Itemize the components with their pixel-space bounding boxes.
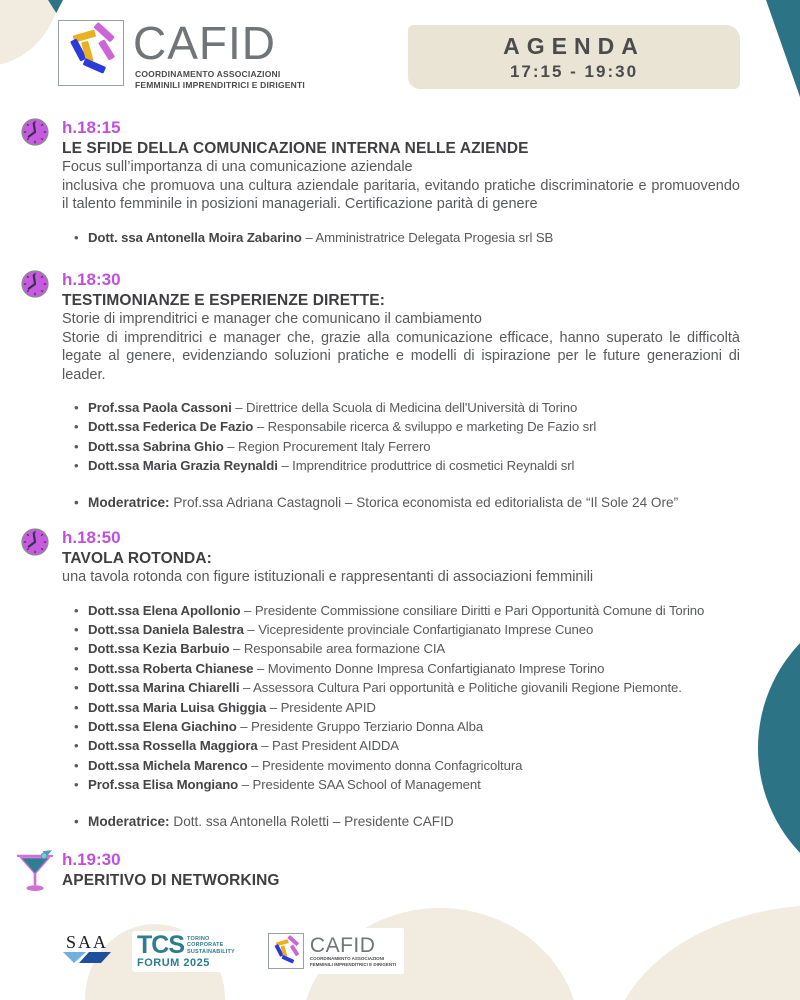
section-time: h.18:15	[62, 118, 121, 137]
speaker-name: Dott.ssa Michela Marenco	[88, 757, 248, 773]
agenda-banner	[408, 25, 740, 89]
speaker-item	[62, 717, 740, 736]
speaker-item	[62, 678, 740, 697]
cafid-logo-subtitle	[135, 69, 305, 90]
speaker-role: – Presidente APID	[269, 699, 376, 715]
footer-logos	[62, 928, 404, 974]
speaker-name: Dott.ssa Marina Chiarelli	[88, 680, 240, 696]
teal-circle-right	[758, 596, 800, 900]
section-18-15	[62, 118, 740, 247]
speaker-role: – Presidente SAA School of Management	[241, 777, 481, 793]
tcs-subtitle-line3: SUSTAINABILITY	[187, 948, 235, 955]
speaker-role: – Presidente Commissione consiliare Diritti e Pari Opportunità Comune di Torino	[244, 602, 705, 618]
cafid-wordmark: CAFID	[133, 17, 276, 69]
speaker-item	[62, 398, 740, 417]
speaker-item	[62, 456, 740, 475]
section-title: APERITIVO DI NETWORKING	[62, 872, 280, 889]
speaker-list	[62, 228, 740, 247]
speaker-item	[62, 639, 740, 658]
speaker-item	[62, 775, 740, 794]
cafid-logo-subtitle-line2: FEMMINILI IMPRENDITRICI E DIRIGENTI	[135, 79, 305, 90]
moderator-text: Dott. ssa Antonella Roletti – Presidente CAFID	[169, 813, 454, 829]
clock-icon	[20, 117, 50, 147]
tcs-subtitle-line1: TORINO	[187, 935, 210, 942]
speaker-item	[62, 736, 740, 755]
speaker-item	[62, 698, 740, 717]
moderator-line	[62, 493, 740, 512]
speaker-role: – Assessora Cultura Pari opportunità e Politiche giovanili Regione Piemonte.	[242, 680, 682, 696]
speaker-item	[62, 659, 740, 678]
speaker-role: – Presidente movimento donna Confagricoltura	[251, 757, 523, 773]
speaker-role: – Responsabile ricerca & sviluppo e marketing De Fazio srl	[256, 419, 597, 435]
cafid-logo-subtitle-line1: COORDINAMENTO ASSOCIAZIONI	[135, 69, 281, 79]
beige-hill-right	[610, 905, 800, 1000]
speaker-name: Dott.ssa Elena Giachino	[88, 718, 237, 734]
tcs-forum-logo	[132, 931, 240, 972]
saa-logo	[62, 933, 112, 970]
cafid-footer-subtitle	[310, 956, 396, 967]
cafid-footer-wordmark: CAFID	[309, 934, 376, 957]
speaker-name: Dott.ssa Elena Apollonio	[88, 602, 241, 618]
speaker-name: Dott.ssa Roberta Chianese	[88, 660, 254, 676]
section-time: h.19:30	[62, 850, 121, 869]
speaker-role: – Region Procurement Italy Ferrero	[227, 438, 431, 454]
section-18-30	[62, 270, 740, 512]
section-description-line1: una tavola rotonda con figure istituzionali e rappresentanti di associazioni femminili	[62, 569, 594, 585]
section-description: inclusiva che promuova una cultura aziendale paritaria, evitando pratiche discriminatorie e promuovendo il talento femminile in posizioni manageriali. Certificazione parità di genere	[62, 177, 740, 212]
saa-logo-icon	[62, 951, 112, 970]
speaker-item	[62, 437, 740, 456]
speaker-role: – Vicepresidente provinciale Confartigianato Imprese Cuneo	[247, 621, 594, 637]
speaker-role: – Presidente Gruppo Terziario Donna Alba	[240, 718, 484, 734]
moderator-label: Moderatrice:	[88, 813, 170, 829]
speaker-list	[62, 601, 740, 795]
speaker-item	[62, 228, 740, 247]
cafid-footer-subtitle-line2: FEMMINILI IMPRENDITRICI E DIRIGENTI	[309, 961, 397, 967]
speaker-list	[62, 398, 740, 476]
section-18-50	[62, 528, 740, 831]
saa-logo-text: SAA	[65, 931, 108, 952]
speaker-name: Dott.ssa Kezia Barbuio	[88, 641, 230, 657]
section-19-30	[62, 850, 740, 890]
speaker-name: Dott.ssa Sabrina Ghio	[88, 438, 224, 454]
cafid-logo-icon	[62, 22, 120, 85]
speaker-name: Dott.ssa Maria Grazia Reynaldi	[88, 458, 278, 474]
speaker-name: Dott.ssa Daniela Balestra	[88, 621, 244, 637]
cafid-logo-box	[58, 20, 124, 86]
section-title: LE SFIDE DELLA COMUNICAZIONE INTERNA NELLE AZIENDE	[62, 140, 529, 157]
speaker-role: – Direttrice della Scuola di Medicina dell'Università di Torino	[235, 400, 578, 415]
cafid-footer-subtitle-line1: COORDINAMENTO ASSOCIAZIONI	[309, 956, 385, 961]
speaker-name: Prof.ssa Elisa Mongiano	[88, 777, 239, 793]
cafid-footer-logo-icon	[268, 933, 304, 969]
moderator-label: Moderatrice:	[88, 494, 170, 510]
tcs-subtitle-line2: CORPORATE	[187, 942, 224, 948]
speaker-name: Dott.ssa Federica De Fazio	[88, 419, 254, 435]
clock-icon	[20, 527, 50, 557]
cocktail-icon	[16, 850, 54, 894]
section-description: Storie di imprenditrici e manager che, grazie alla comunicazione efficace, hanno superato le difficoltà legate al genere, evidenziando soluzioni pratiche e modelli di ispirazione per le future generazioni di leader.	[62, 329, 740, 383]
clock-icon	[20, 269, 50, 299]
section-title: TAVOLA ROTONDA:	[62, 550, 212, 567]
speaker-role: – Amministratrice Delegata Progesia srl SB	[305, 229, 554, 245]
speaker-role: – Responsabile area formazione CIA	[233, 641, 446, 657]
speaker-item	[62, 417, 740, 436]
moderator-text: Prof.ssa Adriana Castagnoli – Storica economista ed editorialista de “Il Sole 24 Ore”	[169, 494, 679, 510]
tcs-forum-text: FORUM 2025	[137, 956, 210, 969]
speaker-role: – Imprenditrice produttrice di cosmetici Reynaldi srl	[281, 458, 575, 474]
speaker-item	[62, 601, 740, 620]
speaker-role: – Movimento Donne Impresa Confartigianato Imprese Torino	[256, 660, 605, 676]
speaker-name: Dott.ssa Maria Luisa Ghiggia	[88, 699, 267, 715]
section-time: h.18:50	[62, 528, 121, 547]
agenda-banner-time-range: 17:15 - 19:30	[509, 61, 639, 81]
speaker-role: – Past President AIDDA	[261, 738, 400, 754]
tcs-logo-subtitle	[187, 934, 235, 956]
section-time: h.18:30	[62, 270, 121, 289]
speaker-item	[62, 756, 740, 775]
cafid-footer-logo	[260, 928, 404, 974]
section-description-line1: Storie di imprenditrici e manager che comunicano il cambiamento	[62, 311, 482, 327]
teal-wedge-top-right	[766, 0, 800, 97]
speaker-item	[62, 620, 740, 639]
section-title: TESTIMONIANZE E ESPERIENZE DIRETTE:	[62, 292, 385, 309]
agenda-banner-title: AGENDA	[503, 32, 645, 59]
beige-blob-top-left	[0, 0, 62, 66]
speaker-name: Prof.ssa Paola Cassoni	[88, 400, 232, 415]
section-description-line1: Focus sull’importanza di una comunicazione aziendale	[62, 159, 413, 175]
tcs-logo-text: TCS	[137, 930, 184, 959]
speaker-name: Dott. ssa Antonella Moira Zabarino	[88, 229, 302, 245]
moderator-line	[62, 812, 740, 831]
speaker-name: Dott.ssa Rossella Maggiora	[88, 738, 258, 754]
